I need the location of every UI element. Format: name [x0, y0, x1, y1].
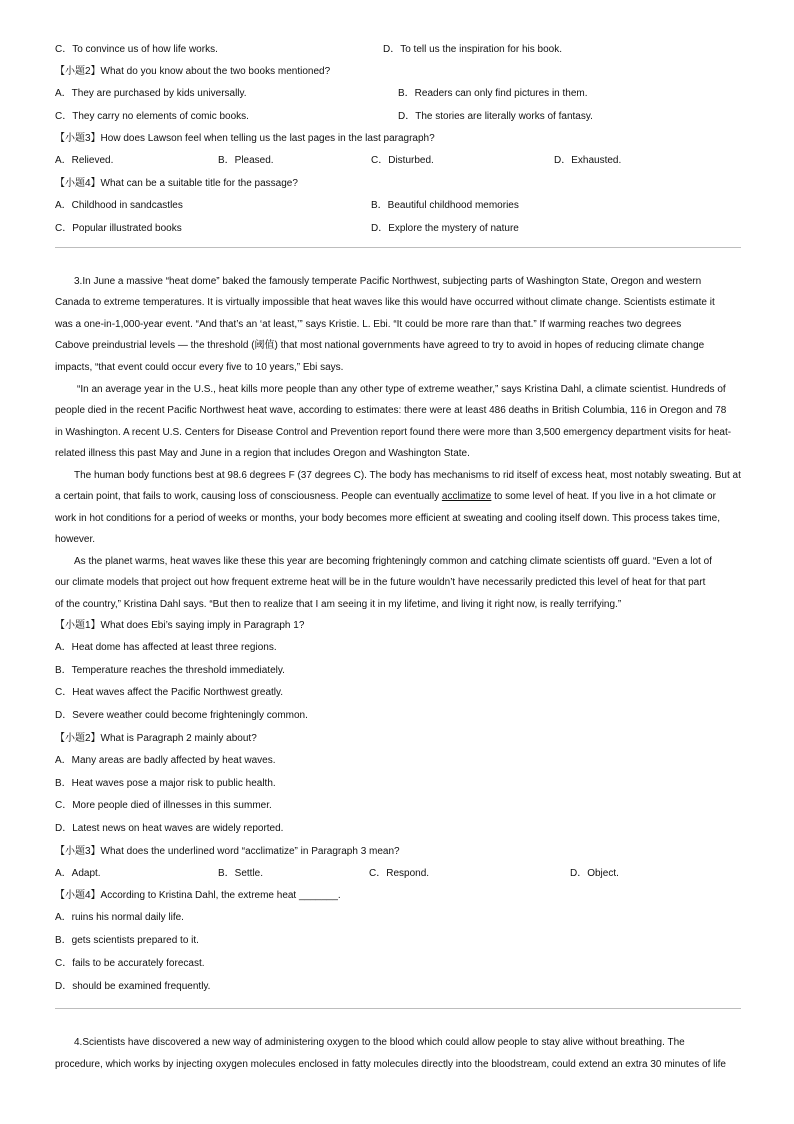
s3-q4-option-c: C．fails to be accurately forecast.	[55, 958, 205, 969]
s2-q4-option-b: B．Beautiful childhood memories	[371, 200, 519, 211]
s3-passage-line: people died in the recent Pacific Northwest heat wave, according to estimates: there were at least 486 deaths in British Columbia, 116 in Oregon and 78	[55, 405, 727, 416]
s2-q4-option-a: A．Childhood in sandcastles	[55, 200, 183, 211]
s3-q2-option-b: B．Heat waves pose a major risk to public health.	[55, 778, 276, 789]
s2-q3-option-a: A．Relieved.	[55, 155, 114, 166]
s2-q4-option-d: D．Explore the mystery of nature	[371, 223, 519, 234]
s2-q3-option-b: B．Pleased.	[218, 155, 274, 166]
s3-paragraph4-line: of the country,” Kristina Dahl says. “But then to realize that I am seeing it in my lifetime, and living it right now, is really terrifying.”	[55, 599, 622, 610]
s3-q3-option-c: C．Respond.	[369, 868, 430, 879]
s3-paragraph4-line: As the planet warms, heat waves like these this year are becoming frighteningly common and catching climate scientists off guard. “Even a lot of	[74, 556, 712, 567]
s3-q1-option-b: B．Temperature reaches the threshold immediately.	[55, 665, 285, 676]
s3-q2-option-d: D．Latest news on heat waves are widely reported.	[55, 823, 284, 834]
s4-passage-line: procedure, which works by injecting oxygen molecules enclosed in fatty molecules directly into the bloodstream, could extend an extra 30 minutes of life	[55, 1059, 726, 1070]
s3-passage-line: Cabove preindustrial levels — the threshold (阈值) that most national governments have agreed to try to avoid in hopes of reducing climate change	[55, 340, 705, 351]
s4-passage-line: 4.Scientists have discovered a new way of administering oxygen to the blood which could allow people to stay alive without breathing. The	[74, 1037, 685, 1048]
s2-q2-option-b: B．Readers can only find pictures in them.	[398, 88, 588, 99]
s2-q2-option-c: C．They carry no elements of comic books.	[55, 111, 249, 122]
section-divider	[55, 1008, 741, 1009]
s2-q3-option-d: D．Exhausted.	[554, 155, 622, 166]
s3-passage-line: 3.In June a massive “heat dome” baked the famously temperate Pacific Northwest, subjecting parts of Washington State, Oregon and western	[74, 276, 702, 287]
s3-q2-option-a: A．Many areas are badly affected by heat waves.	[55, 755, 276, 766]
s3-q4-option-a: A．ruins his normal daily life.	[55, 912, 184, 923]
section-divider	[55, 247, 741, 248]
s3-text-before-underline: a certain point, that fails to work, causing loss of consciousness. People can eventually	[55, 491, 442, 502]
s2-q4-stem: 【小题4】What can be a suitable title for the passage?	[55, 178, 298, 189]
s3-passage-line: in Washington. A recent U.S. Centers for Disease Control and Prevention report found there were more than 3,500 emergency department visits for heat-	[55, 427, 732, 438]
s2-q2-option-d: D．The stories are literally works of fantasy.	[398, 111, 593, 122]
s2-q1-option-c: C．To convince us of how life works.	[55, 44, 218, 55]
s3-q3-option-d: D．Object.	[570, 868, 619, 879]
s2-q3-stem: 【小题3】How does Lawson feel when telling us the last pages in the last paragraph?	[55, 133, 435, 144]
s3-q2-stem: 【小题2】What is Paragraph 2 mainly about?	[55, 733, 257, 744]
s3-q1-option-d: D．Severe weather could become frighteningly common.	[55, 710, 308, 721]
s2-q2-option-a: A．They are purchased by kids universally.	[55, 88, 247, 99]
s3-q1-option-a: A．Heat dome has affected at least three regions.	[55, 642, 277, 653]
s3-q4-stem: 【小题4】According to Kristina Dahl, the extreme heat _______.	[55, 890, 341, 901]
s3-q4-option-d: D．should be examined frequently.	[55, 981, 211, 992]
s3-paragraph3-line: work in hot conditions for a period of weeks or months, your body becomes more efficient at sweating and cooling itself down. This process takes time,	[55, 513, 720, 524]
s2-q2-stem: 【小题2】What do you know about the two books mentioned?	[55, 66, 331, 77]
s3-passage-line: “In an average year in the U.S., heat kills more people than any other type of extreme weather,” says Kristina Dahl, a climate scientist. Hundreds of	[77, 384, 726, 395]
s2-q1-option-d: D．To tell us the inspiration for his book.	[383, 44, 562, 55]
s3-passage-line: impacts, “that event could occur every five to 10 years,” Ebi says.	[55, 362, 344, 373]
s3-paragraph3-line: however.	[55, 534, 96, 545]
s3-passage-line: related illness this past May and June in a region that includes Oregon and Washington State.	[55, 448, 470, 459]
s2-q4-option-c: C．Popular illustrated books	[55, 223, 182, 234]
s3-paragraph3-line: The human body functions best at 98.6 degrees F (37 degrees C). The body has mechanisms to rid itself of excess heat, most notably sweating. But at	[74, 470, 741, 481]
s3-q3-option-a: A．Adapt.	[55, 868, 101, 879]
s3-paragraph3-line	[55, 491, 716, 503]
s3-text-after-underline: to some level of heat. If you live in a hot climate or	[491, 491, 716, 502]
s3-q2-option-c: C．More people died of illnesses in this summer.	[55, 800, 272, 811]
s3-paragraph4-line: our climate models that project out how frequent extreme heat will be in the future wouldn’t have necessarily predicted this level of heat for that part	[55, 577, 706, 588]
s2-q3-option-c: C．Disturbed.	[371, 155, 434, 166]
s3-q1-option-c: C．Heat waves affect the Pacific Northwest greatly.	[55, 687, 284, 698]
s3-q3-option-b: B．Settle.	[218, 868, 264, 879]
s3-passage-line: was a one-in-1,000-year event. “And that’s an ‘at least,’” says Kristie. L. Ebi. “It could be more rare than that.” If warming reaches two degrees	[55, 319, 682, 330]
s3-q4-option-b: B．gets scientists prepared to it.	[55, 935, 199, 946]
s3-q3-stem: 【小题3】What does the underlined word “acclimatize” in Paragraph 3 mean?	[55, 846, 400, 857]
s3-q1-stem: 【小题1】What does Ebi’s saying imply in Paragraph 1?	[55, 620, 305, 631]
underlined-word-acclimatize: acclimatize	[441, 491, 492, 502]
s3-passage-line: Canada to extreme temperatures. It is virtually impossible that heat waves like this would have occurred without climate change. Scientists estimate it	[55, 297, 715, 308]
